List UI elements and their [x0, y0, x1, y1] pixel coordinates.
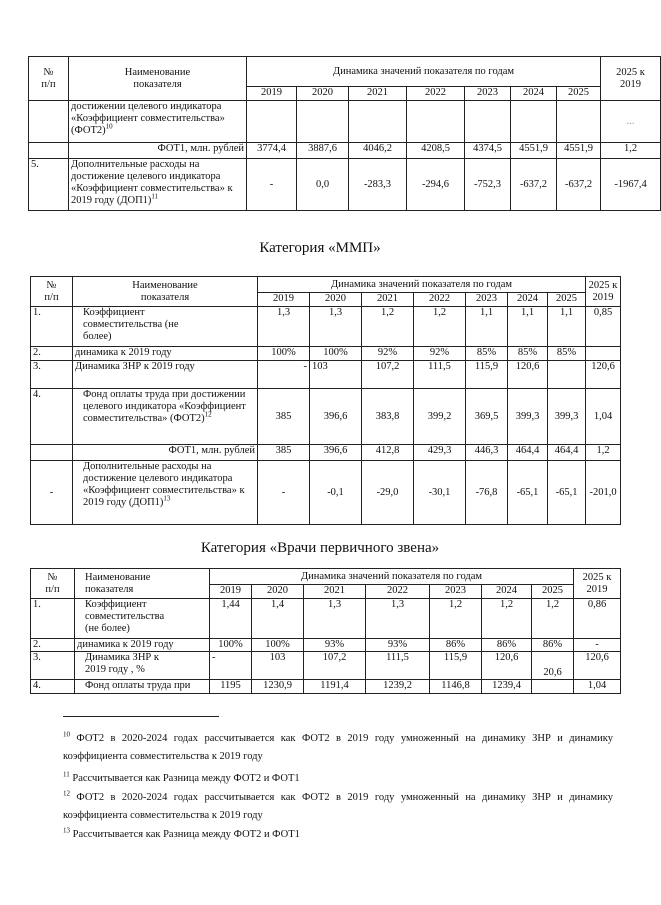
footnote-number: 11	[63, 770, 70, 779]
value-cell: -0,1	[310, 461, 362, 525]
value-cell: 86%	[482, 639, 532, 652]
value-cell: -29,0	[362, 461, 414, 525]
table-row	[29, 159, 661, 211]
ratio-cell: -1967,4	[601, 159, 661, 211]
value-cell: 85%	[466, 347, 508, 361]
value-cell: 1,2	[362, 307, 414, 347]
row-no: 2.	[31, 347, 73, 361]
value-cell: -637,2	[511, 159, 557, 211]
row-name-text: Дополнительные расходы на достижение целевого индикатора «Коэффициент совместительства» к 2019 году (ДОП1)	[83, 461, 245, 508]
year-cell: 2020	[297, 87, 349, 101]
table-row	[31, 389, 621, 445]
row-no: 5.	[29, 159, 69, 211]
ratio-cell: 120,6	[574, 652, 621, 680]
value-cell	[407, 101, 465, 143]
table-row	[31, 445, 621, 461]
value-cell: 4551,9	[557, 143, 601, 159]
row-name: Динамика ЗНР к 2019 году	[73, 361, 258, 389]
header-dynamics: Динамика значений показателя по годам	[210, 569, 574, 585]
year-cell: 2021	[362, 293, 414, 307]
row-no	[29, 143, 69, 159]
row-name: Динамика ЗНР к 2019 году , %	[75, 652, 210, 680]
value-cell: 412,8	[362, 445, 414, 461]
value-cell	[532, 680, 574, 694]
table-2	[30, 276, 621, 525]
row-no: 4.	[31, 680, 75, 694]
year-cell: 2024	[508, 293, 548, 307]
year-cell: 2020	[310, 293, 362, 307]
category-heading-mmp: Категория «ММП»	[259, 240, 381, 256]
value-cell: 92%	[414, 347, 466, 361]
row-no: 1.	[31, 599, 75, 639]
header-dynamics: Динамика значений показателя по годам	[258, 277, 586, 293]
value-cell: 86%	[430, 639, 482, 652]
value-cell: 0,0	[297, 159, 349, 211]
value-cell: 1191,4	[304, 680, 366, 694]
value-cell: 3887,6	[297, 143, 349, 159]
value-cell: 399,2	[414, 389, 466, 445]
row-name	[73, 389, 258, 445]
row-name-text: Фонд оплаты труда при достижении целевого индикатора «Коэффициент совместительства» (ФОТ2)	[83, 389, 246, 424]
value-cell: 1,2	[414, 307, 466, 347]
ratio-cell: -	[574, 639, 621, 652]
year-cell: 2019	[247, 87, 297, 101]
value-cell	[465, 101, 511, 143]
value-cell: 396,6	[310, 445, 362, 461]
footnote-ref: 12	[204, 410, 212, 419]
header-name: Наименование показателя	[75, 569, 210, 599]
header-2025-vs-2019: 2025 к 2019	[601, 57, 661, 101]
value-cell: 1,1	[548, 307, 586, 347]
value-cell: 120,6	[508, 361, 548, 389]
value-cell: -294,6	[407, 159, 465, 211]
value-cell: 100%	[258, 347, 310, 361]
value-cell: -752,3	[465, 159, 511, 211]
value-cell: -65,1	[548, 461, 586, 525]
value-cell: 3774,4	[247, 143, 297, 159]
row-name: Фонд оплаты труда при	[75, 680, 210, 694]
value-cell: 4551,9	[511, 143, 557, 159]
value-cell: 1,4	[252, 599, 304, 639]
value-cell: 20,6	[532, 652, 574, 680]
row-no: 3.	[31, 652, 75, 680]
footnote-ref: 13	[163, 494, 171, 503]
year-cell: 2022	[366, 585, 430, 599]
table-row	[29, 101, 661, 143]
footnote-10	[63, 730, 613, 766]
value-cell: 111,5	[366, 652, 430, 680]
value-cell: 100%	[210, 639, 252, 652]
row-name: динамика к 2019 году	[75, 639, 210, 652]
ratio-cell: 1,04	[574, 680, 621, 694]
ratio-cell: 1,2	[601, 143, 661, 159]
value-cell: -	[247, 159, 297, 211]
value-cell: 103	[310, 361, 362, 389]
value-cell: 86%	[532, 639, 574, 652]
footnote-11	[63, 770, 613, 788]
header-no: № п/п	[29, 57, 69, 101]
row-name	[73, 461, 258, 525]
year-cell: 2024	[482, 585, 532, 599]
year-cell: 2023	[430, 585, 482, 599]
row-no	[29, 101, 69, 143]
ratio-cell: ...	[601, 101, 661, 143]
value-cell: 385	[258, 389, 310, 445]
header-2025-vs-2019: 2025 к 2019	[574, 569, 621, 599]
year-cell: 2022	[414, 293, 466, 307]
row-no: 1.	[31, 307, 73, 347]
value-cell: 1195	[210, 680, 252, 694]
year-cell: 2025	[557, 87, 601, 101]
table-row	[31, 461, 621, 525]
value-cell: -	[258, 361, 310, 389]
value-cell: 399,3	[548, 389, 586, 445]
row-name: динамика к 2019 году	[73, 347, 258, 361]
header-name: Наименование показателя	[69, 57, 247, 101]
value-cell: -76,8	[466, 461, 508, 525]
value-cell: 115,9	[430, 652, 482, 680]
ratio-cell: -201,0	[586, 461, 621, 525]
footnote-number: 13	[63, 826, 70, 835]
table-row	[29, 143, 661, 159]
year-cell: 2022	[407, 87, 465, 101]
value-cell: -	[210, 652, 252, 680]
ratio-cell: 120,6	[586, 361, 621, 389]
ratio-cell: 0,85	[586, 307, 621, 347]
footnote-text: Рассчитывается как Разница между ФОТ2 и ФОТ1	[72, 773, 300, 784]
footnote-ref: 11	[151, 192, 159, 201]
row-no: 2.	[31, 639, 75, 652]
year-cell: 2020	[252, 585, 304, 599]
value-cell: 464,4	[508, 445, 548, 461]
year-cell: 2019	[258, 293, 310, 307]
value-cell: 103	[252, 652, 304, 680]
ratio-cell: 1,2	[586, 445, 621, 461]
row-no	[31, 445, 73, 461]
year-cell: 2023	[466, 293, 508, 307]
value-cell: 1,3	[366, 599, 430, 639]
value-cell: -283,3	[349, 159, 407, 211]
value-cell	[548, 361, 586, 389]
value-cell: 85%	[548, 347, 586, 361]
footnote-separator	[63, 716, 219, 717]
value-cell: 4046,2	[349, 143, 407, 159]
value-cell: 1,3	[310, 307, 362, 347]
table-row	[31, 652, 621, 680]
row-name-text: Дополнительные расходы на достижение целевого индикатора «Коэффициент совместительства» к 2019 году (ДОП1)	[71, 159, 233, 206]
table-row	[31, 599, 621, 639]
value-cell: 1146,8	[430, 680, 482, 694]
value-cell	[557, 101, 601, 143]
ratio-cell	[586, 347, 621, 361]
year-cell: 2021	[304, 585, 366, 599]
value-cell: 1,1	[508, 307, 548, 347]
footnote-number: 12	[63, 789, 70, 798]
value-cell: -65,1	[508, 461, 548, 525]
value-cell: 100%	[310, 347, 362, 361]
row-name-text: достижении целевого индикатора «Коэффициент совместительства» (ФОТ2)	[71, 101, 225, 136]
value-cell: 1,2	[482, 599, 532, 639]
value-cell: 1,3	[304, 599, 366, 639]
header-no: № п/п	[31, 277, 73, 307]
value-cell	[349, 101, 407, 143]
value-cell: 85%	[508, 347, 548, 361]
ratio-cell: 0,86	[574, 599, 621, 639]
footnote-text: Рассчитывается как Разница между ФОТ2 и ФОТ1	[72, 829, 300, 840]
table-row	[31, 347, 621, 361]
value-cell: 107,2	[304, 652, 366, 680]
row-no: -	[31, 461, 73, 525]
header-name: Наименование показателя	[73, 277, 258, 307]
table-row	[31, 361, 621, 389]
row-name: ФОТ1, млн. рублей	[69, 143, 247, 159]
footnote-number: 10	[63, 730, 70, 739]
value-cell: 107,2	[362, 361, 414, 389]
value-cell: 369,5	[466, 389, 508, 445]
value-cell: -	[258, 461, 310, 525]
row-name: Коэффициент совместительства (не более)	[75, 599, 210, 639]
value-cell: 120,6	[482, 652, 532, 680]
row-no: 4.	[31, 389, 73, 445]
value-cell: 464,4	[548, 445, 586, 461]
footnote-12	[63, 789, 613, 825]
value-cell: 1,2	[532, 599, 574, 639]
category-heading-primary-doctors: Категория «Врачи первичного звена»	[200, 540, 440, 556]
year-cell: 2023	[465, 87, 511, 101]
value-cell: 446,3	[466, 445, 508, 461]
row-name	[69, 101, 247, 143]
year-cell: 2021	[349, 87, 407, 101]
value-cell: 1,3	[258, 307, 310, 347]
row-no: 3.	[31, 361, 73, 389]
value-cell: 399,3	[508, 389, 548, 445]
value-cell	[247, 101, 297, 143]
value-cell: 396,6	[310, 389, 362, 445]
value-cell: 4374,5	[465, 143, 511, 159]
value-cell	[297, 101, 349, 143]
table-1	[28, 56, 661, 211]
value-cell: 100%	[252, 639, 304, 652]
header-no: № п/п	[31, 569, 75, 599]
value-cell: 385	[258, 445, 310, 461]
footnote-text: ФОТ2 в 2020-2024 годах рассчитывается как ФОТ2 в 2019 году умноженный на динамику ЗНР и динамику коэффициента совместительства к 2019 году	[63, 792, 613, 821]
value-cell: -637,2	[557, 159, 601, 211]
value-cell: 4208,5	[407, 143, 465, 159]
row-name: Коэффициент совместительства (не более)	[73, 307, 258, 347]
footnote-text: ФОТ2 в 2020-2024 годах рассчитывается как ФОТ2 в 2019 году умноженный на динамику ЗНР и динамику коэффициента совместительства к 2019 году	[63, 733, 613, 762]
value-cell: 93%	[304, 639, 366, 652]
year-cell: 2024	[511, 87, 557, 101]
value-cell: 383,8	[362, 389, 414, 445]
value-cell: 1,44	[210, 599, 252, 639]
table-row	[31, 639, 621, 652]
table-3	[30, 568, 621, 694]
value-cell: 115,9	[466, 361, 508, 389]
value-cell: 1239,4	[482, 680, 532, 694]
value-cell: 429,3	[414, 445, 466, 461]
value-cell: 93%	[366, 639, 430, 652]
table-row	[31, 680, 621, 694]
table-row	[31, 307, 621, 347]
value-cell: 1,2	[430, 599, 482, 639]
year-cell: 2025	[532, 585, 574, 599]
footnote-13	[63, 826, 613, 844]
year-cell: 2019	[210, 585, 252, 599]
value-cell: -30,1	[414, 461, 466, 525]
header-dynamics: Динамика значений показателя по годам	[247, 57, 601, 87]
header-2025-vs-2019: 2025 к 2019	[586, 277, 621, 307]
row-name: ФОТ1, млн. рублей	[73, 445, 258, 461]
value-cell: 92%	[362, 347, 414, 361]
value-cell: 1239,2	[366, 680, 430, 694]
year-cell: 2025	[548, 293, 586, 307]
value-cell	[511, 101, 557, 143]
value-cell: 1230,9	[252, 680, 304, 694]
value-cell: 111,5	[414, 361, 466, 389]
value-cell: 1,1	[466, 307, 508, 347]
ratio-cell: 1,04	[586, 389, 621, 445]
footnote-ref: 10	[105, 122, 113, 131]
row-name	[69, 159, 247, 211]
